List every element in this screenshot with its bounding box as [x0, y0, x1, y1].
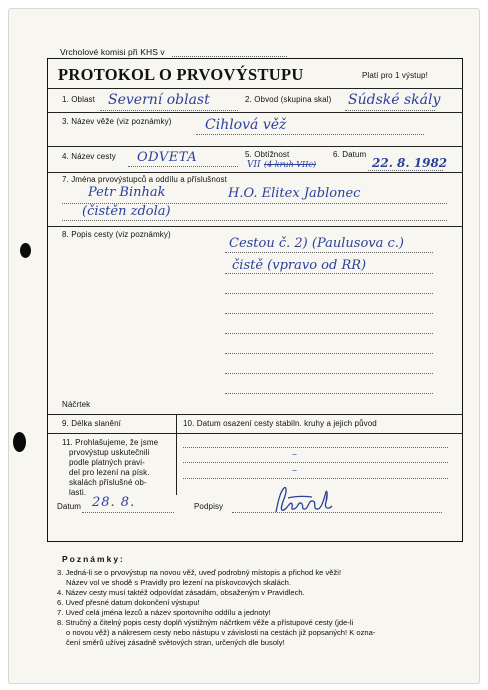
punch-hole-top: [20, 243, 31, 258]
title-separator: [47, 88, 463, 89]
note-8-cont-1: o novou věž) a nákresem cesty nebo nástupu v závislosti na cestách již popsaných! K ozna-: [66, 628, 376, 637]
punch-hole-bottom: [13, 432, 26, 452]
row-separator-3: [47, 172, 463, 173]
route-label: 4. Název cesty: [62, 152, 116, 161]
note-6: 6. Uveď přesné datum dokončení výstupu!: [57, 598, 200, 607]
note-4: 4. Název cesty musí taktéž odpovídat zásadám, obsaženým v Pravidlech.: [57, 588, 305, 597]
climbers-value-2[interactable]: H.O. Elitex Jablonec: [228, 186, 361, 201]
note-7: 7. Uveď celá jména lezců a název sportovního oddílu a jednoty!: [57, 608, 271, 617]
signatures-label: Podpisy: [194, 502, 224, 511]
route-line: [128, 166, 238, 167]
row-separator-2: [47, 146, 463, 147]
anchors-line-2: [183, 462, 448, 463]
date-value[interactable]: 22. 8. 1982: [372, 156, 448, 170]
note-8-cont-2: čení směrů užívej zásadně světových stran, určených dle busoly!: [66, 638, 285, 647]
difficulty-label: 5. Obtížnost: [245, 150, 290, 159]
committee-label: Vrcholové komisi při KHS v: [60, 47, 165, 57]
anchors-dash-2: –: [292, 465, 297, 476]
description-line: [225, 333, 433, 334]
sketch-label: Náčrtek: [62, 400, 91, 409]
sign-date-line: [82, 512, 174, 513]
declaration-line-3: podle platných pravi-: [69, 458, 145, 467]
description-line: [225, 373, 433, 374]
form-title: PROTOKOL O PRVOVÝSTUPU: [58, 65, 304, 84]
description-value-1[interactable]: Cestou č. 2) (Paulusova c.): [229, 236, 404, 251]
difficulty-struck: (4 kruh VIIc): [264, 160, 316, 169]
tower-value[interactable]: Cihlová věž: [205, 117, 287, 133]
date-line: [368, 170, 443, 171]
rappel-divider: [176, 414, 177, 433]
note-3-cont: Název vol ve shodě s Pravidly pro lezení na pískovcových skalách.: [66, 578, 291, 587]
rappel-label: 9. Délka slanění: [62, 419, 121, 428]
climbers-label: 7. Jména prvovýstupců a oddílu a příslušnost: [62, 175, 227, 184]
note-3: 3. Jedná-li se o prvovýstup na novou věž, uveď podrobný místopis a přichod ke věži!: [57, 568, 342, 577]
description-line: [225, 393, 433, 394]
validity-note: Platí pro 1 výstup!: [362, 71, 428, 80]
anchors-dash-1: –: [292, 449, 297, 460]
anchors-line-3: [183, 478, 448, 479]
climbers-value-1[interactable]: Petr Binhak: [88, 185, 166, 200]
row-separator-5: [47, 414, 463, 415]
declaration-line-5: skalách příslušné ob-: [69, 478, 147, 487]
description-label: 8. Popis cesty (viz poznámky): [62, 230, 171, 239]
description-line: [225, 313, 433, 314]
note-8: 8. Stručný a čitelný popis cesty doplň výstižným náčrtkem věže a přístupové cesty (jde-li: [57, 618, 354, 627]
declaration-line-2: prvovýstup uskutečnili: [69, 448, 150, 457]
sign-date-label: Datum: [57, 502, 82, 511]
difficulty-value[interactable]: VII: [247, 160, 261, 170]
climbers-value-3[interactable]: (čistěn zdola): [82, 204, 171, 219]
row-separator-4: [47, 226, 463, 227]
tower-line: [196, 134, 424, 135]
notes-title: Poznámky:: [62, 554, 125, 564]
district-label: 2. Obvod (skupina skal): [245, 95, 332, 104]
district-line: [345, 110, 435, 111]
date-label: 6. Datum: [333, 150, 367, 159]
area-value[interactable]: Severní oblast: [108, 92, 210, 108]
tower-label: 3. Název věže (viz poznámky): [62, 117, 172, 126]
sign-date-value[interactable]: 28. 8.: [92, 495, 136, 510]
route-value[interactable]: ODVETA: [137, 150, 198, 165]
declaration-line-1: 11. Prohlašujeme, že jsme: [62, 438, 159, 447]
declaration-line-6: lasti.: [69, 488, 87, 497]
climbers-line-2: [62, 220, 447, 221]
description-line: [225, 293, 433, 294]
declaration-line-4: del pro lezení na písk.: [69, 468, 150, 477]
description-line: [225, 273, 433, 274]
anchors-label: 10. Datum osazení cesty stabiln. kruhy a jejich původ: [183, 419, 377, 428]
row-separator-1: [47, 112, 463, 113]
committee-line: [172, 56, 287, 57]
anchors-line-1: [183, 447, 448, 448]
declaration-divider: [176, 433, 177, 495]
row-separator-6: [47, 433, 463, 434]
area-line: [100, 110, 238, 111]
description-line: [225, 353, 433, 354]
signature-image: [268, 484, 348, 518]
area-label: 1. Oblast: [62, 95, 95, 104]
district-value[interactable]: Súdské skály: [348, 92, 441, 108]
description-value-2[interactable]: čistě (vpravo od RR): [232, 258, 367, 273]
description-line: [225, 252, 433, 253]
